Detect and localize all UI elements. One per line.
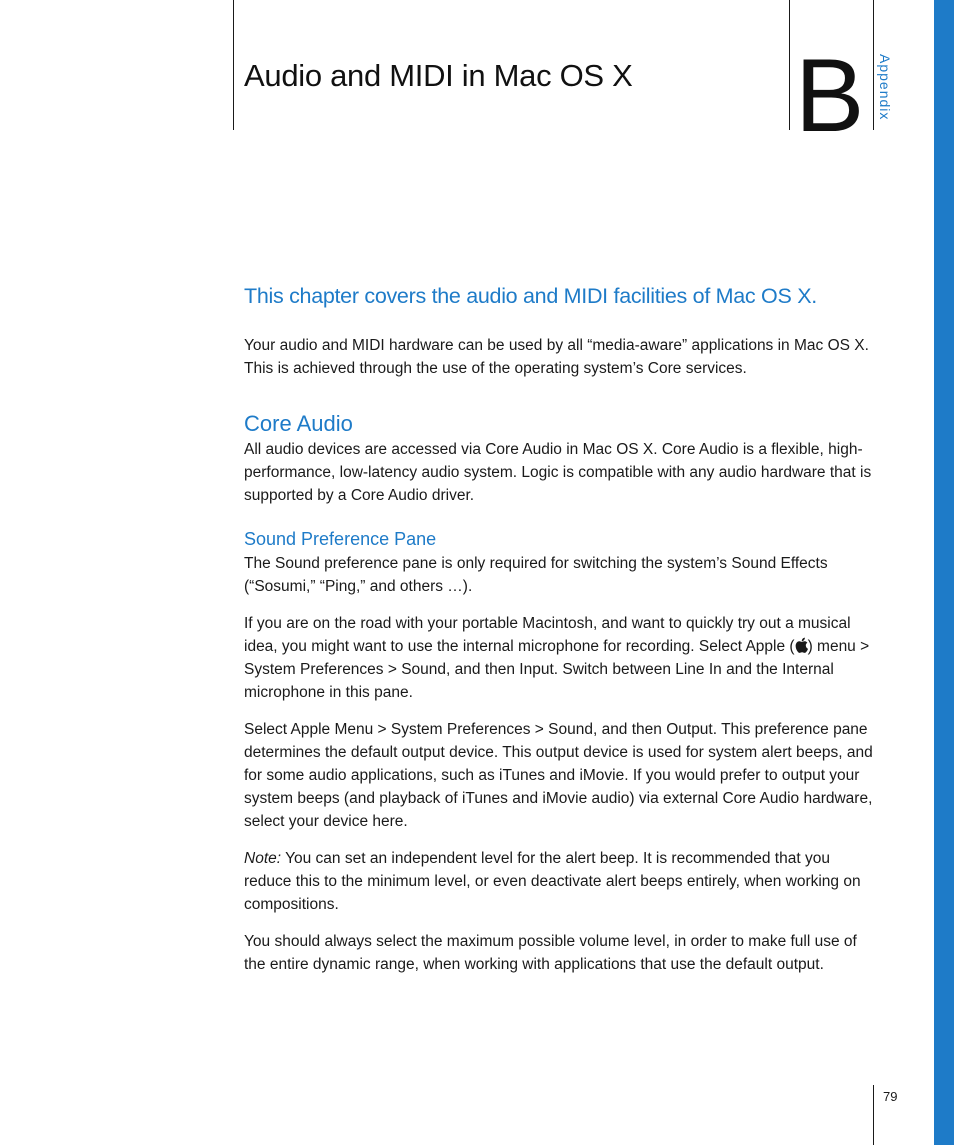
page-number: 79	[883, 1089, 898, 1104]
letter-left-rule	[789, 0, 790, 130]
note-paragraph	[244, 847, 874, 916]
sound-pane-paragraph-2	[244, 612, 874, 704]
main-content	[244, 282, 874, 990]
apple-logo-icon	[795, 637, 808, 653]
sound-pane-paragraph-3: Select Apple Menu > System Preferences > Sound, and then Output. This preference pane determines the default output device. This output device is used for system alert beeps, and for some audio applications, such as iTunes and iMovie. If you would prefer to output your system beeps (and playback of iTunes and iMovie audio) via external Core Audio hardware, select your device here.	[244, 721, 873, 830]
edge-color-band	[934, 0, 954, 1145]
sound-pane-paragraph-1: The Sound preference pane is only required for switching the system’s Sound Effects (“Sosumi,” “Ping,” and others …).	[244, 555, 828, 595]
paragraph-2-text-start: If you are on the road with your portable Macintosh, and want to quickly try out a musical idea, you might want to use the internal microphone for recording. Select Apple (	[244, 615, 851, 655]
sound-pane-heading: Sound Preference Pane	[244, 529, 437, 549]
chapter-title: Audio and MIDI in Mac OS X	[244, 58, 633, 93]
chapter-letter: B	[795, 38, 865, 154]
page-number-rule	[873, 1085, 874, 1145]
core-audio-heading: Core Audio	[244, 411, 353, 436]
sound-pane-paragraph-4: You should always select the maximum possible volume level, in order to make full use of the entire dynamic range, when working with applications that use the default output.	[244, 933, 857, 973]
chapter-lede: This chapter covers the audio and MIDI facilities of Mac OS X.	[244, 284, 817, 308]
paragraph-2-text-end: ) menu > System Preferences > Sound, and then Input. Switch between Line In and the Internal microphone in this pane.	[244, 638, 870, 701]
appendix-label: Appendix	[877, 54, 893, 121]
note-label: Note:	[244, 850, 282, 867]
title-left-rule	[233, 0, 234, 130]
intro-paragraph: Your audio and MIDI hardware can be used by all “media-aware” applications in Mac OS X. This is achieved through the use of the operating system’s Core services.	[244, 337, 869, 377]
note-text: You can set an independent level for the alert beep. It is recommended that you reduce this to the minimum level, or even deactivate alert beeps entirely, when working on compositions.	[244, 850, 861, 913]
appendix-left-rule	[873, 0, 874, 130]
core-audio-paragraph: All audio devices are accessed via Core Audio in Mac OS X. Core Audio is a flexible, high-performance, low-latency audio system. Logic is compatible with any audio hardware that is supported by a Core Audio driver.	[244, 441, 872, 504]
